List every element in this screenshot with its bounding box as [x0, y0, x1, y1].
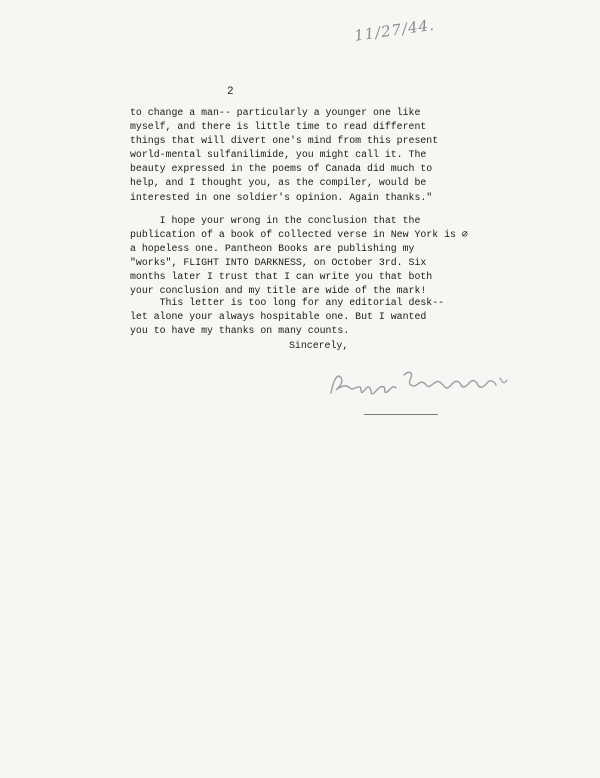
- signature-underline: [364, 414, 438, 415]
- page-number: 2: [227, 86, 234, 98]
- typed-line: to change a man-- particularly a younger one like: [130, 107, 421, 118]
- typed-line: myself, and there is little time to read different: [130, 121, 427, 133]
- typed-line: your conclusion and my title are wide of the mark!: [130, 285, 427, 297]
- typed-line: let alone your always hospitable one. But I wanted: [130, 311, 427, 323]
- typed-line: This letter is too long for any editorial desk--: [130, 297, 445, 308]
- typed-line: publication of a book of collected verse in New York is ∅: [130, 229, 468, 241]
- paragraph-2: [130, 214, 468, 299]
- typed-line: interested in one soldier's opinion. Again thanks.": [130, 191, 433, 203]
- typed-line: things that will divert one's mind from this present: [130, 135, 439, 147]
- handwritten-signature: [326, 358, 516, 408]
- handwritten-date-annotation: 11/27/44.: [353, 15, 436, 45]
- typed-line: you to have my thanks on many counts.: [130, 325, 350, 337]
- paragraph-1: [130, 106, 438, 205]
- paragraph-3: [130, 296, 444, 338]
- typed-line: help, and I thought you, as the compiler, would be: [130, 177, 427, 189]
- closing: Sincerely,: [289, 340, 349, 351]
- typed-line: "works", FLIGHT INTO DARKNESS, on October 3rd. Six: [130, 257, 427, 269]
- typed-line: a hopeless one. Pantheon Books are publishing my: [130, 243, 415, 255]
- typed-line: months later I trust that I can write you that both: [130, 271, 433, 283]
- typed-line: world-mental sulfanilimide, you might call it. The: [130, 149, 427, 161]
- typed-line: I hope your wrong in the conclusion that the: [130, 215, 421, 226]
- typed-line: beauty expressed in the poems of Canada did much to: [130, 163, 433, 175]
